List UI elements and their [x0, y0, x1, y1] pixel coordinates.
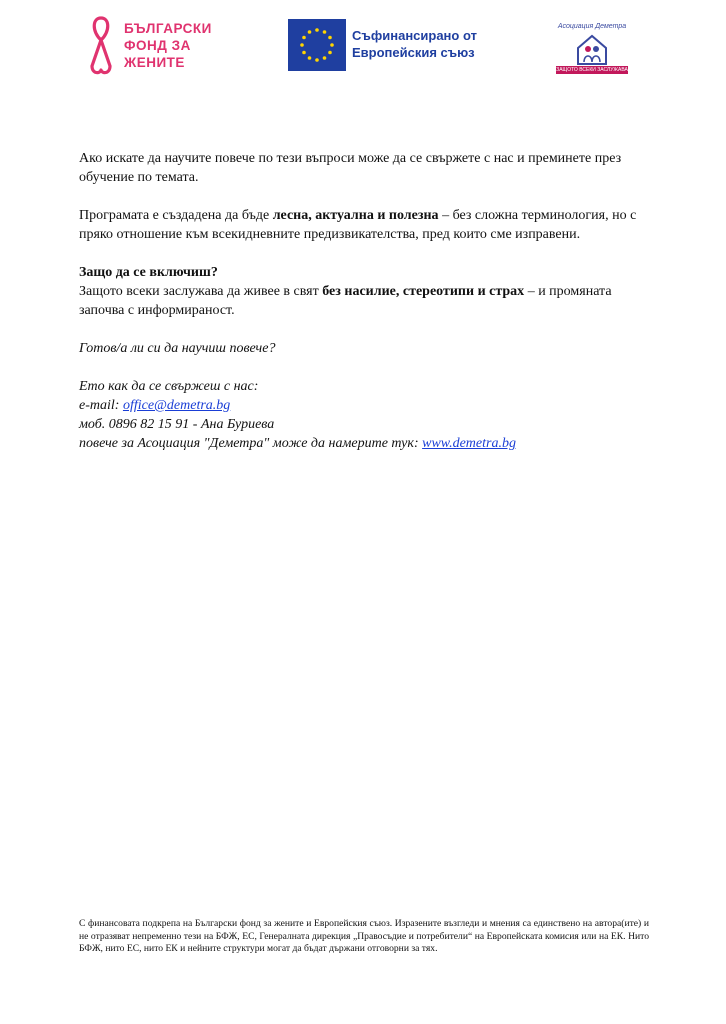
phone-text: моб. 0896 82 15 91 - Ана Буриева — [79, 417, 275, 432]
demetra-association-logo — [552, 22, 632, 78]
contact-intro: Ето как да се свържеш с нас: — [79, 379, 259, 394]
document-body — [79, 149, 649, 453]
p3-after: – и промяната започва с информираност. — [79, 284, 612, 318]
more-info-label: повече за Асоциация "Деметра" може да намерите тук: — [79, 436, 423, 451]
bfz-line3: ЖЕНИТЕ — [124, 55, 185, 70]
p2-before: Програмата е създадена да бъде — [79, 208, 273, 223]
eu-line1: Съфинансирано от — [352, 28, 477, 43]
eu-flag-icon — [288, 19, 346, 71]
eu-line2: Европейския съюз — [352, 45, 475, 60]
contact-block — [79, 377, 649, 453]
demetra-arc-text: Асоциация Деметра — [557, 23, 627, 30]
ribbon-icon — [86, 14, 116, 78]
demetra-band: ЗАЩОТО ВСЕКИ ЗАСЛУЖАВА — [556, 67, 628, 73]
p2-after: – без сложна терминология, но с пряко отношение към всекидневните предизвикателства, пред които сме изправени. — [79, 208, 637, 242]
eu-logo-text — [352, 27, 477, 61]
email-link[interactable]: office@demetra.bg — [122, 398, 231, 413]
funding-disclaimer: С финансовата подкрепа на Български фонд за жените и Европейския съюз. Изразените възгледи и мнения са единствено на автора(ите) и не отразяват непременно тези на БФЖ, ЕС, Генералната дирекция „Правосъдие и потребители“ на Европейската комисия или на ЕК. Нито БФЖ, нито ЕС, нито ЕК и нейните структури могат да бъдат държани отговорни за тях. — [79, 918, 649, 954]
website-link[interactable]: www.demetra.bg — [422, 436, 516, 451]
bfz-line1: БЪЛГАРСКИ — [124, 21, 212, 36]
paragraph-program — [79, 206, 649, 244]
paragraph-ready: Готов/а ли си да научиш повече? — [79, 341, 276, 356]
house-people-icon — [574, 32, 610, 66]
bfz-logo-text — [124, 20, 212, 71]
page-header — [0, 0, 726, 90]
bulgarian-fund-for-women-logo — [86, 14, 246, 78]
eu-cofunded-logo — [288, 19, 478, 73]
bfz-line2: ФОНД ЗА — [124, 38, 191, 53]
p2-bold: лесна, актуална и полезна — [272, 208, 439, 223]
p3-before: Защото всеки заслужава да живее в свят — [79, 284, 323, 299]
paragraph-why-join — [79, 263, 649, 320]
email-label: e-mail: — [79, 398, 123, 413]
paragraph-training: Ако искате да научите повече по тези въпроси може да се свържете с нас и преминете през обучение по темата. — [79, 151, 622, 185]
why-join-heading: Защо да се включиш? — [79, 265, 218, 280]
p3-bold: без насилие, стереотипи и страх — [322, 284, 525, 299]
